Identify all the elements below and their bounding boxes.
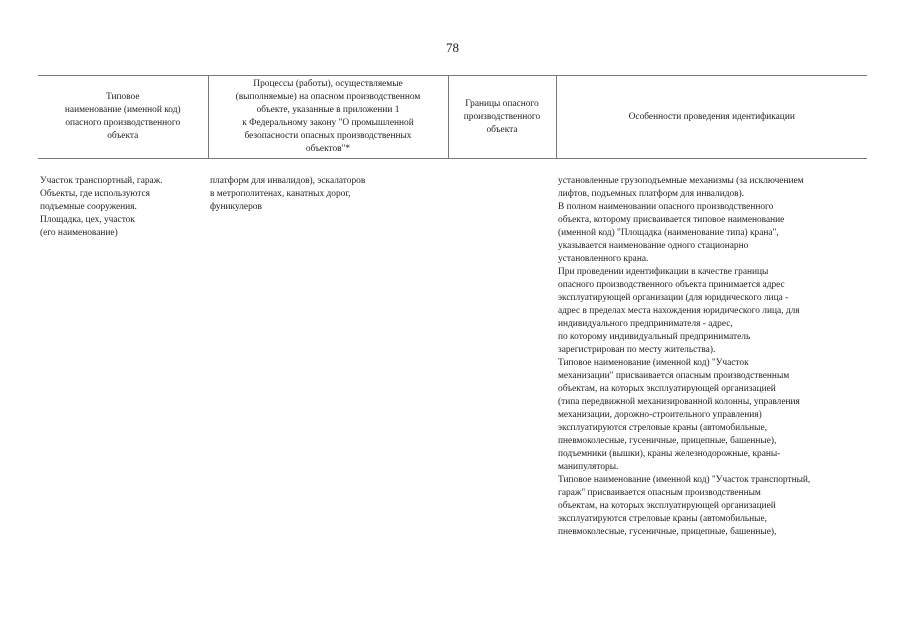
page-number: 78 [446,40,459,55]
cell-identification-features: установленные грузоподъемные механизмы (за исключением лифтов, подъемных платформ для инвалидов). В полном наименовании опасного производственного объекта, которому присваивается типовое наименование (именной код) "Площадка (наименование типа) крана", указывается наименование одного стационарно установленного крана. При проведении идентификации в качестве границы опасного производственного объекта принимается адрес эксплуатирующей организации (для юридического лица - адрес в пределах места нахождения юридического лица, для индивидуального предпринимателя - адрес, по которому индивидуальный предприниматель зарегистрирован по месту жительства). Типовое наименование (именной код) "Участок механизации" присваивается опасным производственным объектам, на которых эксплуатирующей организацией (типа передвижной механизированной колонны, управления механизации, дорожно-строительного управления) эксплуатируются стреловые краны (автомобильные, пневмоколесные, гусеничные, прицепные, башенные), подъемники (вышки), краны железнодорожные, краны- манипуляторы. Типовое наименование (именной код) "Участок транспортный, гараж" присваивается опасным производственным объектам, на которых эксплуатирующей организацией эксплуатируются стреловые краны (автомобильные, пневмоколесные, гусеничные, прицепные, башенные), [558,176,811,537]
header-boundaries: Границы опасного производственного объекта [448,76,556,159]
identification-table [38,75,867,539]
header-typical-name: Типовое наименование (именной код) опасного производственного объекта [38,76,208,159]
cell-processes: платформ для инвалидов), эскалаторов в метрополитенах, канатных дорог, фуникулеров [210,176,366,212]
table-header-row [38,76,867,159]
cell-boundaries [448,159,556,540]
cell-object-names: Участок транспортный, гараж. Объекты, где используются подъемные сооружения. Площадка, цех, участок (его наименование) [40,176,163,238]
table-row [38,159,867,540]
header-processes: Процессы (работы), осуществляемые (выполняемые) на опасном производственном объекте, указанные в приложении 1 к Федеральному закону "О промышленной безопасности опасных производственных объектов"* [208,76,448,159]
header-identification-features: Особенности проведения идентификации [556,76,867,159]
